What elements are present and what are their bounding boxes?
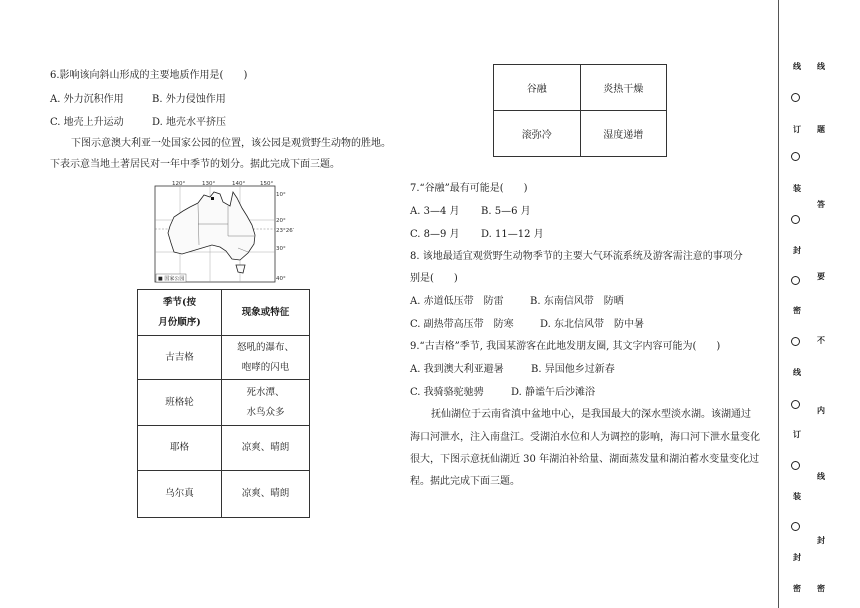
binding-char: 题 <box>817 124 825 134</box>
feature-cell: 怒吼的瀑布、 咆哮的闪电 <box>222 336 310 380</box>
feature-cell: 凉爽、晴朗 <box>222 426 310 471</box>
q8-stem-line-1: 8. 该地最适宜观赏野生动物季节的主要大气环流系统及游客需注意的事项分 <box>410 251 743 262</box>
season-header: 季节(按 月份顺序) <box>138 290 222 336</box>
q6-option-d: D. 地壳水平挤压 <box>152 117 227 128</box>
binding-hole <box>791 522 800 531</box>
passage-line-1: 抚仙湖位于云南省滇中盆地中心，是我国最大的深水型淡水湖。该湖通过 <box>431 409 751 420</box>
q9-option-a: A. 我到澳大利亚避暑 <box>410 364 504 375</box>
q8-stem-line-2: 别是( ) <box>410 273 458 284</box>
q9-option-d: D. 静谧午后沙滩浴 <box>511 387 596 398</box>
season-cell: 班格轮 <box>138 380 222 426</box>
binding-hole <box>791 337 800 346</box>
binding-hole <box>791 276 800 285</box>
season-continuation-table <box>493 64 667 157</box>
season-cell: 古吉格 <box>138 336 222 380</box>
passage-line-4: 程。据此完成下面三题。 <box>410 476 520 487</box>
feature-cell: 凉爽、晴朗 <box>222 471 310 518</box>
binding-row-char: 密 <box>793 305 801 315</box>
binding-row-char: 装 <box>793 491 801 501</box>
binding-row-char: 封 <box>793 552 801 562</box>
intro-line-2: 下表示意当地土著居民对一年中季节的划分。据此完成下面三题。 <box>50 159 340 170</box>
q6-option-c: C. 地壳上升运动 <box>50 117 124 128</box>
binding-char: 内 <box>817 405 825 415</box>
lat-label: 30° <box>276 246 286 252</box>
passage-line-3: 很大，下图示意抚仙湖近 30 年湖泊补给量、湖面蒸发量和湖泊蓄水变量变化过 <box>410 454 760 465</box>
binding-char: 密 <box>817 583 825 593</box>
q8-option-b: B. 东南信风带 防晒 <box>530 296 624 307</box>
binding-row-char: 密 <box>793 583 801 593</box>
q7-stem: 7.“谷融”最有可能是( ) <box>410 183 528 194</box>
binding-row-char: 订 <box>793 124 801 134</box>
binding-hole <box>791 152 800 161</box>
lat-label: 40° <box>276 276 286 282</box>
q7-option-d: D. 11—12 月 <box>481 229 544 240</box>
table-cell: 湿度递增 <box>580 111 667 157</box>
q7-option-b: B. 5—6 月 <box>481 206 531 217</box>
binding-char: 答 <box>817 199 825 209</box>
table-cell: 谷融 <box>494 65 581 111</box>
passage-line-2: 海口河泄水，注入南盘江。受湖泊水位和人为调控的影响，海口河下泄水量变化 <box>410 432 760 443</box>
q8-option-a: A. 赤道低压带 防雷 <box>410 296 504 307</box>
q7-option-c: C. 8—9 月 <box>410 229 460 240</box>
intro-line-1: 下图示意澳大利亚一处国家公园的位置，该公园是观赏野生动物的胜地。 <box>71 138 391 149</box>
table-cell: 滚弥冷 <box>494 111 581 157</box>
q9-option-c: C. 我骑骆驼驰骋 <box>410 387 484 398</box>
australia-map <box>150 180 294 286</box>
feature-header: 现象或特征 <box>222 290 310 336</box>
binding-hole <box>791 461 800 470</box>
q6-option-b: B. 外力侵蚀作用 <box>152 94 226 105</box>
binding-row-char: 装 <box>793 183 801 193</box>
lon-label: 150° <box>260 181 274 187</box>
q8-option-c: C. 副热带高压带 防寒 <box>410 319 514 330</box>
q6-option-a: A. 外力沉积作用 <box>50 94 124 105</box>
lat-label: 20° <box>276 218 286 224</box>
q7-option-a: A. 3—4 月 <box>410 206 460 217</box>
binding-row-char: 线 <box>793 367 801 377</box>
lat-label: 23°26′ <box>276 228 294 234</box>
binding-char: 线 <box>817 471 825 481</box>
q6-stem: 6.影响该向斜山形成的主要地质作用是( ) <box>50 70 248 81</box>
binding-row-char: 线 <box>793 61 801 71</box>
season-cell: 乌尔真 <box>138 471 222 518</box>
binding-hole <box>791 93 800 102</box>
feature-cell: 死水潭、 水鸟众多 <box>222 380 310 426</box>
season-cell: 耶格 <box>138 426 222 471</box>
q8-option-d: D. 东北信风带 防中暑 <box>540 319 645 330</box>
q9-stem: 9.“古吉格”季节, 我国某游客在此地发朋友圈, 其文字内容可能为( ) <box>410 341 721 352</box>
binding-hole <box>791 400 800 409</box>
lon-label: 130° <box>202 181 216 187</box>
q9-option-b: B. 异国他乡过新春 <box>531 364 615 375</box>
lat-label: 10° <box>276 192 286 198</box>
map-legend: ■ 国家公园 <box>158 276 185 282</box>
binding-char: 要 <box>817 271 825 281</box>
binding-char: 不 <box>817 335 825 345</box>
binding-hole <box>791 215 800 224</box>
binding-char: 封 <box>817 535 825 545</box>
binding-row-char: 封 <box>793 245 801 255</box>
lon-label: 140° <box>232 181 246 187</box>
season-table <box>137 289 310 518</box>
binding-line <box>778 0 779 608</box>
table-cell: 炎热干燥 <box>580 65 667 111</box>
lon-label: 120° <box>172 181 186 187</box>
binding-char: 线 <box>817 61 825 71</box>
binding-row-char: 订 <box>793 429 801 439</box>
